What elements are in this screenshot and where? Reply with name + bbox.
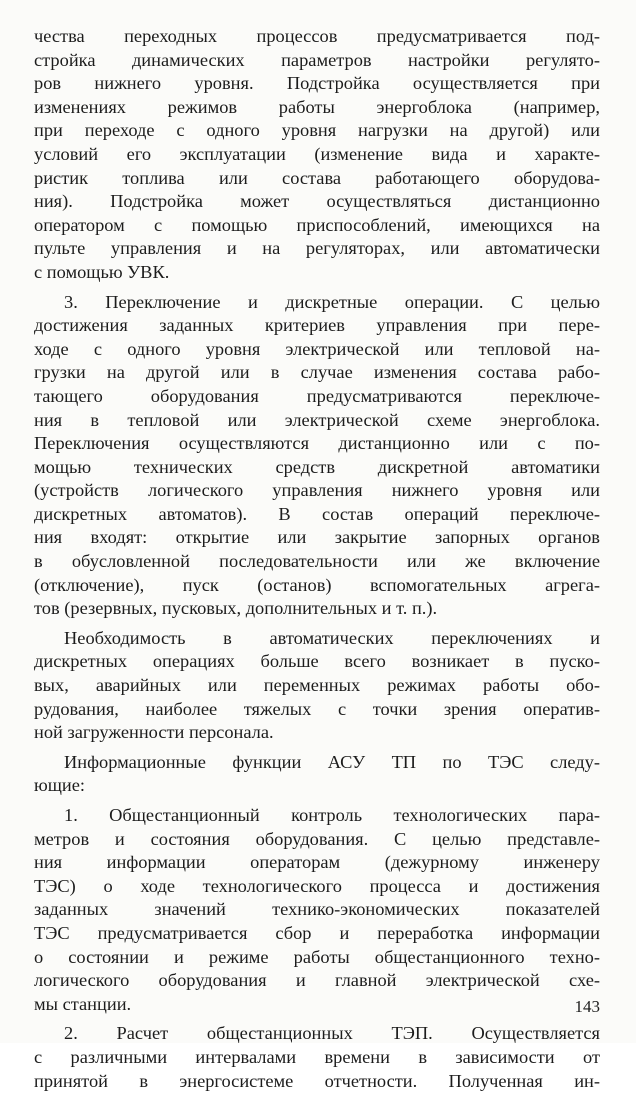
text-line: с различными интервалами времени в зависимости от xyxy=(34,1046,600,1067)
text-line: принятой в энергосистеме отчетности. Полученная ин- xyxy=(34,1070,600,1091)
text-line: ходе с одного уровня электрической или тепловой на- xyxy=(34,338,600,359)
text-line: оператором с помощью приспособлений, имеющихся на xyxy=(34,214,600,235)
page-number: 143 xyxy=(574,997,600,1016)
paragraph xyxy=(34,1022,600,1093)
text-line: достижения заданных критериев управления при пере- xyxy=(34,315,600,336)
text-line: Информационные функции АСУ ТП по ТЭС следу- xyxy=(64,751,600,772)
text-line: дискретных операциях больше всего возникает в пуско- xyxy=(34,651,600,672)
text-line: при переходе с одного уровня нагрузки на другой) или xyxy=(34,120,600,141)
text-line: логического оборудования и главной электрической схе- xyxy=(34,970,600,991)
text-line: ров нижнего уровня. Подстройка осуществляется при xyxy=(34,73,600,94)
text-line: ющие: xyxy=(34,775,86,796)
text-line: стройка динамических параметров настройки регулято- xyxy=(34,49,600,70)
paragraph xyxy=(34,751,600,798)
text-line: 2. Расчет общестанционных ТЭП. Осуществляется xyxy=(64,1023,600,1044)
text-line: Переключения осуществляются дистанционно или с по- xyxy=(34,433,600,454)
paragraph xyxy=(34,804,600,1016)
text-line: пульте управления и на регуляторах, или автоматически xyxy=(34,238,600,259)
text-line: ТЭС) о ходе технологического процесса и достижения xyxy=(34,875,600,896)
text-line: в обусловленной последовательности или же включение xyxy=(34,551,600,572)
text-line: метров и состояния оборудования. С целью представле- xyxy=(34,828,600,849)
text-line: 1. Общестанционный контроль технологических пара- xyxy=(64,805,600,825)
text-line: тающего оборудования предусматриваются переключе- xyxy=(34,385,600,406)
text-line: ристик топлива или состава работающего оборудова- xyxy=(34,167,600,188)
text-line: чества переходных процессов предусматривается под- xyxy=(34,26,600,46)
body-text xyxy=(34,25,600,1093)
text-line: условий его эксплуатации (изменение вида и характе- xyxy=(34,143,600,164)
text-line: изменениях режимов работы энергоблока (например, xyxy=(34,96,600,117)
text-line: (устройств логического управления нижнего уровня или xyxy=(34,480,600,501)
paragraph xyxy=(34,627,600,745)
text-line: грузки на другой или в случае изменения состава рабо- xyxy=(34,362,600,383)
text-line: ния). Подстройка может осуществляться дистанционно xyxy=(34,191,600,212)
text-line: (отключение), пуск (останов) вспомогательных агрега- xyxy=(34,574,600,595)
text-line: рудования, наиболее тяжелых с точки зрения оператив- xyxy=(34,698,600,719)
text-line: ТЭС предусматривается сбор и переработка информации xyxy=(34,922,600,943)
text-line: 3. Переключение и дискретные операции. С целью xyxy=(64,291,600,312)
text-line: дискретных автоматов). В состав операций переключе- xyxy=(34,503,600,524)
text-line: тов (резервных, пусковых, дополнительных и т. п.). xyxy=(34,598,438,619)
text-line: о состоянии и режиме работы общестанционного техно- xyxy=(34,946,600,967)
text-line: мы станции. xyxy=(34,993,132,1014)
paragraph xyxy=(34,25,600,285)
text-line: мощью технических средств дискретной автоматики xyxy=(34,456,600,477)
text-line: заданных значений технико-экономических показателей xyxy=(34,899,600,920)
text-line: ния в тепловой или электрической схеме энергоблока. xyxy=(34,409,600,430)
text-line: ной загруженности персонала. xyxy=(34,722,274,743)
text-line: с помощью УВК. xyxy=(34,261,170,282)
text-line: ния информации операторам (дежурному инженеру xyxy=(34,852,600,873)
text-line: вых, аварийных или переменных режимах работы обо- xyxy=(34,675,600,696)
text-line: Необходимость в автоматических переключениях и xyxy=(64,627,600,648)
paragraph xyxy=(34,291,600,621)
text-line: ния входят: открытие или закрытие запорных органов xyxy=(34,527,600,548)
